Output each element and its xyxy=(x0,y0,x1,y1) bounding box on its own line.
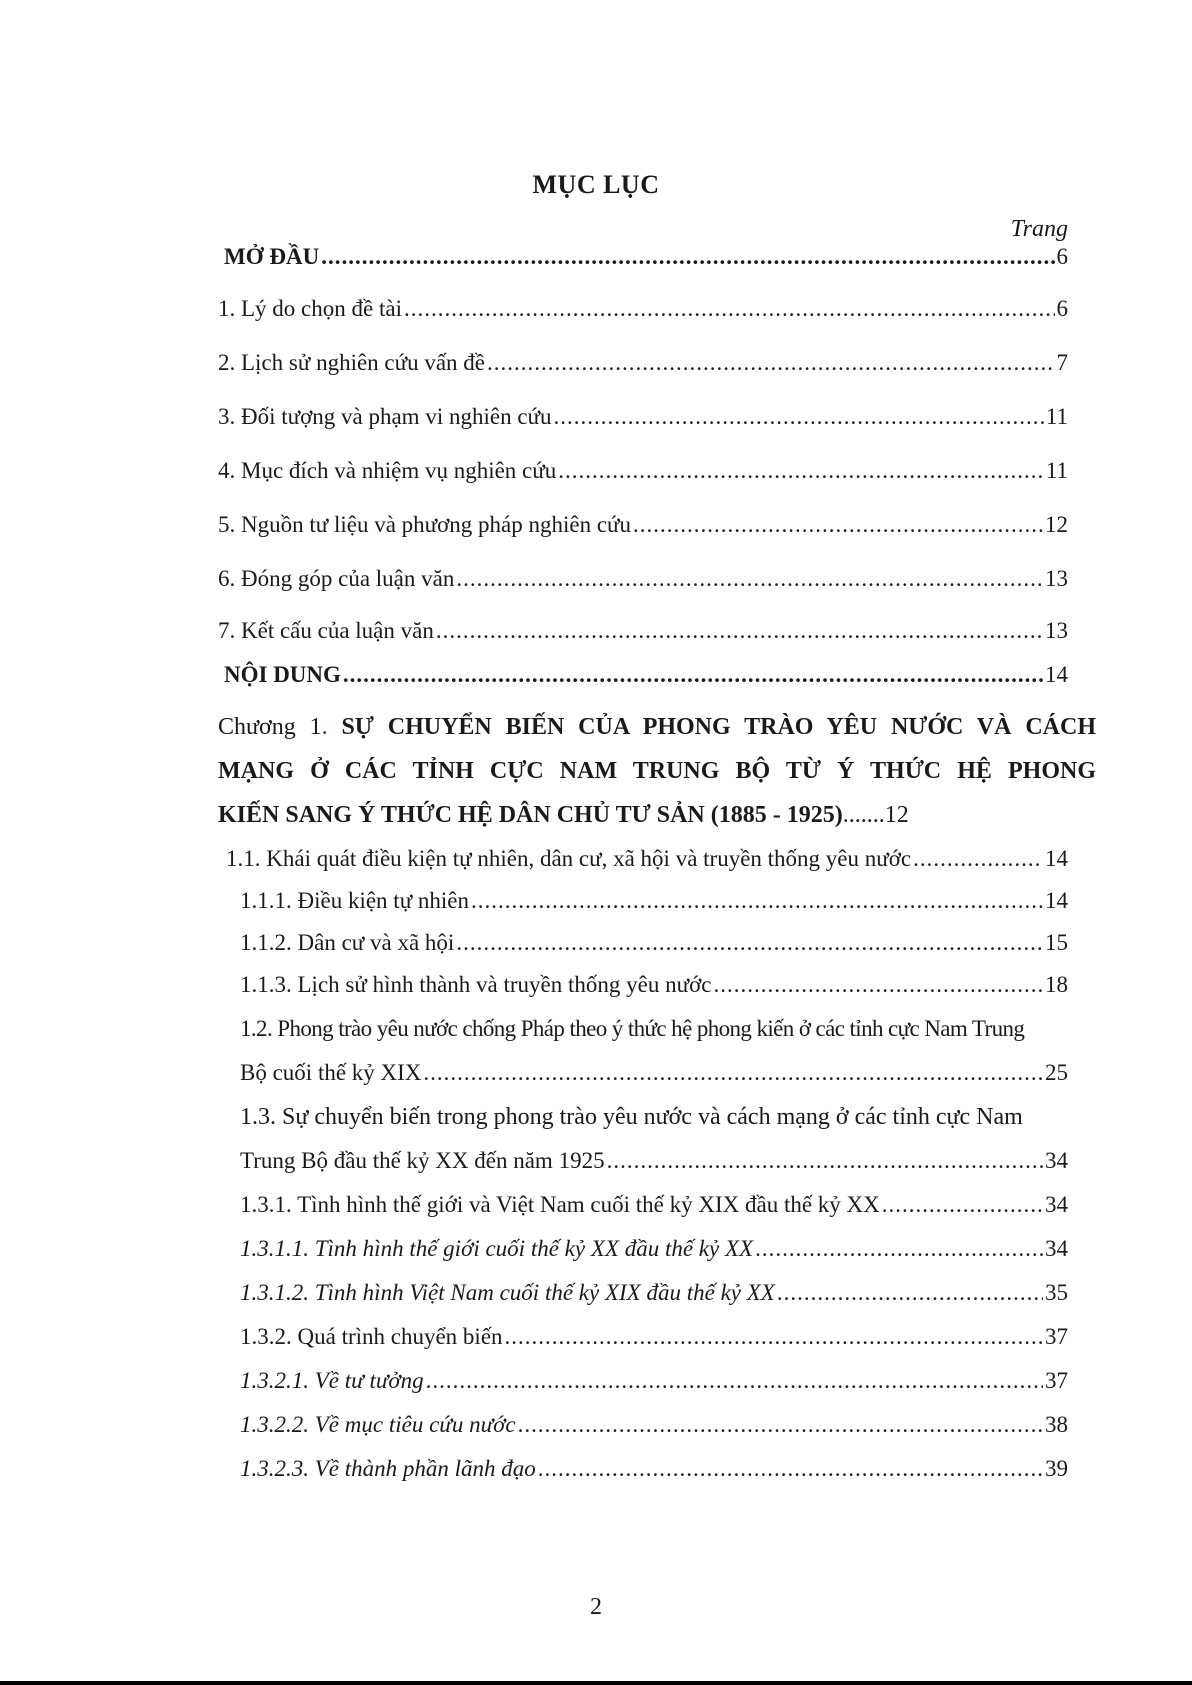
toc-entry[interactable] xyxy=(218,566,1068,592)
toc-entry-1-3-line1[interactable] xyxy=(240,1104,1023,1131)
toc-entry-1-1-3[interactable] xyxy=(240,972,1068,998)
toc-entry-page: 6 xyxy=(1056,244,1068,269)
dot-leader xyxy=(882,1192,1043,1218)
toc-entry-page: 37 xyxy=(1045,1324,1068,1349)
toc-entry-page: 37 xyxy=(1045,1368,1068,1393)
toc-entry-noi-dung[interactable] xyxy=(224,662,1068,688)
bottom-edge-bar xyxy=(0,1681,1192,1685)
toc-entry-page: 38 xyxy=(1045,1412,1068,1437)
chapter1-prefix: Chương 1 xyxy=(218,714,322,740)
toc-entry-page: 13 xyxy=(1045,566,1068,591)
toc-entry-page: 34 xyxy=(1045,1148,1068,1173)
dot-leader xyxy=(436,618,1043,644)
toc-entry-page: 14 xyxy=(1045,846,1068,871)
page-column-header: Trang xyxy=(1010,216,1068,242)
chapter1-heading-line1[interactable] xyxy=(218,714,1096,741)
toc-entry-label: 2. Lịch sử nghiên cứu vấn đề xyxy=(218,350,486,375)
toc-entry-label: 1.1.3. Lịch sử hình thành và truyền thống yêu nước xyxy=(240,972,712,997)
toc-entry-1-3-2[interactable] xyxy=(240,1324,1068,1350)
dot-leader xyxy=(713,972,1043,998)
dot-leader xyxy=(607,1148,1043,1174)
dot-leader xyxy=(471,888,1043,914)
toc-entry-1-1-2[interactable] xyxy=(240,930,1068,956)
toc-entry-label: 7. Kết cấu của luận văn xyxy=(218,618,434,643)
toc-entry-1-3-2-2[interactable] xyxy=(240,1412,1068,1438)
toc-entry-1-1-1[interactable] xyxy=(240,888,1068,914)
toc-entry-1-1[interactable] xyxy=(226,846,1068,872)
toc-entry-page: 14 xyxy=(1045,662,1068,687)
chapter1-title-line2: MẠNG Ở CÁC TỈNH CỰC NAM TRUNG BỘ TỪ Ý THỨC HỆ PHONG xyxy=(218,758,1096,784)
toc-entry-page: 25 xyxy=(1045,1060,1068,1085)
page-number: 2 xyxy=(590,1594,602,1620)
toc-entry-label: 1.3. Sự chuyển biến trong phong trào yêu nước và cách mạng ở các tỉnh cực Nam xyxy=(240,1104,1023,1130)
toc-entry-label: 1.3.2.3. Về thành phần lãnh đạo xyxy=(240,1456,536,1481)
toc-entry-label: NỘI DUNG xyxy=(224,662,341,687)
chapter1-heading-line2 xyxy=(218,758,1096,785)
toc-title: MỤC LỤC xyxy=(532,170,660,199)
dot-leader xyxy=(321,244,1054,270)
toc-entry-page: 6 xyxy=(1056,296,1068,321)
toc-entry-label: 1.1. Khái quát điều kiện tự nhiên, dân cư, xã hội và truyền thống yêu nước xyxy=(226,846,912,871)
toc-entry-label: 1.3.2.2. Về mục tiêu cứu nước xyxy=(240,1412,516,1437)
toc-entry-label: 1.1.2. Dân cư và xã hội xyxy=(240,930,455,955)
dot-leader xyxy=(913,846,1043,872)
toc-entry-page: 11 xyxy=(1045,458,1068,483)
toc-entry-1-2-line1[interactable] xyxy=(240,1016,1024,1042)
toc-entry-page: 18 xyxy=(1045,972,1068,997)
dot-leader xyxy=(404,296,1055,322)
chapter1-dot: . xyxy=(321,714,328,740)
toc-entry-mo-dau[interactable] xyxy=(224,244,1068,270)
dot-leader xyxy=(426,1368,1043,1394)
dot-leader xyxy=(343,662,1043,688)
chapter1-heading-line3[interactable] xyxy=(218,802,909,829)
dot-leader xyxy=(423,1060,1043,1086)
toc-entry-1-3-2-1[interactable] xyxy=(240,1368,1068,1394)
toc-entry-label: 6. Đóng góp của luận văn xyxy=(218,566,455,591)
chapter1-page-leader: .......12 xyxy=(842,802,909,828)
toc-entry-label: 1.2. Phong trào yêu nước chống Pháp theo ý thức hệ phong kiến ở các tỉnh cực Nam Trung xyxy=(240,1016,1025,1041)
toc-entry-label: Trung Bộ đầu thế kỷ XX đến năm 1925 xyxy=(240,1148,605,1173)
toc-entry-label: 1.3.2. Quá trình chuyển biến xyxy=(240,1324,503,1349)
dot-leader xyxy=(755,1236,1043,1262)
toc-entry-label: 1.1.1. Điều kiện tự nhiên xyxy=(240,888,470,913)
toc-entry-label: 1.3.1.2. Tình hình Việt Nam cuối thế kỷ XIX đầu thế kỷ XX xyxy=(240,1280,775,1305)
dot-leader xyxy=(538,1456,1043,1482)
toc-entry[interactable] xyxy=(218,350,1068,376)
toc-entry-label: 1.3.1.1. Tình hình thế giới cuối thế kỷ XX đầu thế kỷ XX xyxy=(240,1236,754,1261)
dot-leader xyxy=(558,458,1044,484)
toc-entry-label: MỞ ĐẦU xyxy=(224,244,320,269)
toc-entry[interactable] xyxy=(218,296,1068,322)
toc-entry-page: 34 xyxy=(1045,1192,1068,1217)
dot-leader xyxy=(456,566,1043,592)
dot-leader xyxy=(777,1280,1043,1306)
toc-entry-page: 39 xyxy=(1045,1456,1068,1481)
chapter1-title-line1: SỰ CHUYỂN BIẾN CỦA PHONG TRÀO YÊU NƯỚC VÀ CÁCH xyxy=(341,714,1096,740)
toc-entry-label: 4. Mục đích và nhiệm vụ nghiên cứu xyxy=(218,458,557,483)
toc-entry-1-3-1[interactable] xyxy=(240,1192,1068,1218)
toc-entry-1-3-2-3[interactable] xyxy=(240,1456,1068,1482)
dot-leader xyxy=(487,350,1054,376)
toc-entry-1-3-1-2[interactable] xyxy=(240,1280,1068,1306)
chapter1-title-line3: KIẾN SANG Ý THỨC HỆ DÂN CHỦ TƯ SẢN (1885 - 1925) xyxy=(218,802,843,828)
toc-entry-page: 13 xyxy=(1045,618,1068,643)
toc-entry-1-3-line2[interactable] xyxy=(240,1148,1068,1174)
toc-entry-label: 1.3.1. Tình hình thế giới và Việt Nam cuối thế kỷ XIX đầu thế kỷ XX xyxy=(240,1192,880,1217)
dot-leader xyxy=(505,1324,1043,1350)
toc-entry-page: 35 xyxy=(1045,1280,1068,1305)
dot-leader xyxy=(633,512,1043,538)
toc-entry-page: 14 xyxy=(1045,888,1068,913)
toc-entry-1-3-1-1[interactable] xyxy=(240,1236,1068,1262)
dot-leader xyxy=(456,930,1043,956)
toc-entry-page: 34 xyxy=(1045,1236,1068,1261)
toc-entry[interactable] xyxy=(218,618,1068,644)
dot-leader xyxy=(518,1412,1043,1438)
toc-entry-1-2-line2[interactable] xyxy=(240,1060,1068,1086)
toc-entry[interactable] xyxy=(218,512,1068,538)
toc-entry-label: 1.3.2.1. Về tư tưởng xyxy=(240,1368,424,1393)
toc-entry-page: 11 xyxy=(1045,404,1068,429)
toc-entry[interactable] xyxy=(218,404,1068,430)
toc-entry-page: 15 xyxy=(1045,930,1068,955)
toc-entry-label: 5. Nguồn tư liệu và phương pháp nghiên cứu xyxy=(218,512,632,537)
toc-entry[interactable] xyxy=(218,458,1068,484)
toc-entry-label: 1. Lý do chọn đề tài xyxy=(218,296,402,321)
toc-entry-label: Bộ cuối thế kỷ XIX xyxy=(240,1060,422,1085)
toc-entry-label: 3. Đối tượng và phạm vi nghiên cứu xyxy=(218,404,552,429)
toc-entry-page: 12 xyxy=(1045,512,1068,537)
dot-leader xyxy=(554,404,1044,430)
toc-entry-page: 7 xyxy=(1056,350,1068,375)
